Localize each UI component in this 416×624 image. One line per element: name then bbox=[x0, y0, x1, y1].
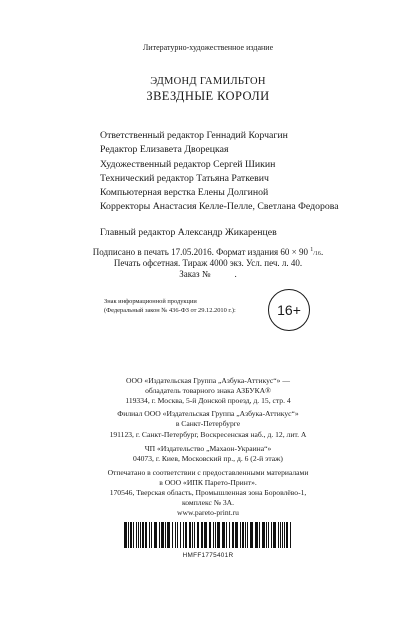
barcode-bar bbox=[250, 522, 253, 548]
barcode-bar bbox=[259, 522, 260, 548]
barcode-bar bbox=[128, 522, 129, 548]
age-sign-law-line: (Федеральный закон № 436-ФЗ от 29.12.2010 г.): bbox=[104, 307, 236, 314]
format-end: . bbox=[320, 247, 324, 257]
barcode-bar bbox=[136, 522, 137, 548]
barcode-bar bbox=[138, 522, 139, 548]
ukraine-address: 04073, г. Киев, Московский пр., д. 6 (2-й этаж) bbox=[133, 454, 283, 463]
barcode-bar bbox=[124, 522, 127, 548]
order-dot: . bbox=[234, 269, 237, 279]
publisher-line: обладатель товарного знака АЗБУКА® bbox=[145, 386, 271, 395]
edition-type: Литературно-художественное издание bbox=[142, 43, 274, 52]
barcode-bar bbox=[189, 522, 191, 548]
barcode-bar bbox=[255, 522, 258, 548]
book-title: ЗВЕЗДНЫЕ КОРОЛИ bbox=[146, 89, 270, 103]
printer-line: Отпечатано в соответствии с предоставленными материалами bbox=[107, 468, 309, 477]
printer-address: комплекс № 3А. bbox=[181, 498, 235, 507]
barcode-bar bbox=[142, 522, 144, 548]
barcode-bar bbox=[140, 522, 141, 548]
barcode-bar bbox=[278, 522, 279, 548]
barcode-bar bbox=[151, 522, 152, 548]
barcode-bar bbox=[262, 522, 265, 548]
barcode-image bbox=[123, 522, 293, 548]
barcode-bar bbox=[215, 522, 216, 548]
printer-address: 170546, Тверская область, Промышленная зона Боровлёво-1, bbox=[109, 488, 307, 497]
barcode-bar bbox=[222, 522, 225, 548]
credit-line: Технический редактор Татьяна Раткевич bbox=[100, 172, 269, 184]
print-run-line: Печать офсетная. Тираж 4000 экз. Усл. печ. л. 40. bbox=[113, 258, 303, 268]
credit-line: Ответственный редактор Геннадий Корчагин bbox=[100, 130, 288, 141]
barcode-bar bbox=[209, 522, 211, 548]
print-signed-text: Подписано в печать 17.05.2016. Формат издания 60 × 90 bbox=[92, 247, 311, 257]
barcode-bar bbox=[240, 522, 241, 548]
barcode-bar bbox=[133, 522, 134, 548]
barcode-bar bbox=[177, 522, 178, 548]
barcode-bar bbox=[194, 522, 195, 548]
barcode-bar bbox=[201, 522, 203, 548]
barcode-bar bbox=[130, 522, 132, 548]
format-sup: 1 bbox=[310, 247, 314, 253]
barcode-bar bbox=[271, 522, 272, 548]
barcode-bar bbox=[232, 522, 234, 548]
publisher-line: ООО «Издательская Группа „Азбука-Аттикус“» — bbox=[126, 376, 290, 385]
barcode-bar bbox=[273, 522, 276, 548]
barcode-bar bbox=[290, 522, 291, 548]
credit-line: Редактор Елизавета Дворецкая bbox=[100, 144, 229, 156]
barcode-bar bbox=[149, 522, 150, 548]
branch-line: в Санкт-Петербурге bbox=[175, 419, 241, 428]
barcode-bar bbox=[226, 522, 227, 548]
branch-address: 191123, г. Санкт-Петербург, Воскресенская наб., д. 12, лит. А bbox=[109, 430, 307, 439]
barcode-bar bbox=[159, 522, 160, 548]
barcode-bar bbox=[268, 522, 269, 548]
age-sign-label bbox=[104, 297, 236, 315]
print-signed-line bbox=[0, 248, 416, 257]
branch-line: Филиал ООО «Издательская Группа „Азбука-Аттикус“» bbox=[117, 409, 299, 418]
chief-editor: Главный редактор Александр Жикаренцев bbox=[100, 226, 277, 238]
credits-block bbox=[100, 130, 339, 241]
barcode-bar bbox=[286, 522, 288, 548]
barcode-bar bbox=[161, 522, 164, 548]
ukraine-publisher: ЧП «Издательство „Махаон-Украина“» bbox=[144, 444, 272, 453]
barcode-bar bbox=[183, 522, 184, 548]
barcode-bar bbox=[280, 522, 281, 548]
barcode-bar bbox=[145, 522, 147, 548]
barcode-bar bbox=[229, 522, 230, 548]
barcode-bar bbox=[192, 522, 193, 548]
barcode-bar bbox=[282, 522, 283, 548]
printer-website: www.pareto-print.ru bbox=[177, 508, 239, 517]
format-sub: /16 bbox=[313, 251, 321, 257]
age-sign-label-line: Знак информационной продукции bbox=[104, 298, 197, 305]
credit-line: Компьютерная верстка Елены Долгиной bbox=[100, 187, 269, 199]
barcode-bar bbox=[204, 522, 207, 548]
author-name: ЭДМОНД ГАМИЛЬТОН bbox=[150, 76, 266, 87]
order-line bbox=[0, 270, 416, 279]
barcode-bar bbox=[185, 522, 187, 548]
publisher-address: 119334, г. Москва, 5-й Донской проезд, д. 15, стр. 4 bbox=[125, 396, 291, 405]
credit-line: Корректоры Анастасия Келле-Пелле, Светлана Федорова bbox=[100, 201, 339, 213]
barcode-bar bbox=[245, 522, 246, 548]
order-label: Заказ № bbox=[179, 269, 211, 279]
barcode-bar bbox=[284, 522, 285, 548]
barcode-bar bbox=[172, 522, 173, 548]
credit-line: Художественный редактор Сергей Шикин bbox=[100, 158, 276, 170]
age-rating-badge: 16+ bbox=[268, 289, 310, 331]
barcode-bar bbox=[197, 522, 199, 548]
barcode-bar bbox=[167, 522, 170, 548]
barcode-bar bbox=[247, 522, 248, 548]
barcode-bar bbox=[165, 522, 166, 548]
barcode-bar bbox=[266, 522, 267, 548]
barcode-bar bbox=[235, 522, 238, 548]
barcode-bar bbox=[213, 522, 214, 548]
barcode-bar bbox=[180, 522, 181, 548]
barcode-bar bbox=[242, 522, 244, 548]
barcode-bar bbox=[217, 522, 220, 548]
printer-line: в ООО «ИПК Парето-Принт». bbox=[159, 478, 257, 487]
barcode-number: HMFF1775401R bbox=[182, 552, 234, 559]
barcode-bar bbox=[154, 522, 157, 548]
barcode-bar bbox=[175, 522, 176, 548]
